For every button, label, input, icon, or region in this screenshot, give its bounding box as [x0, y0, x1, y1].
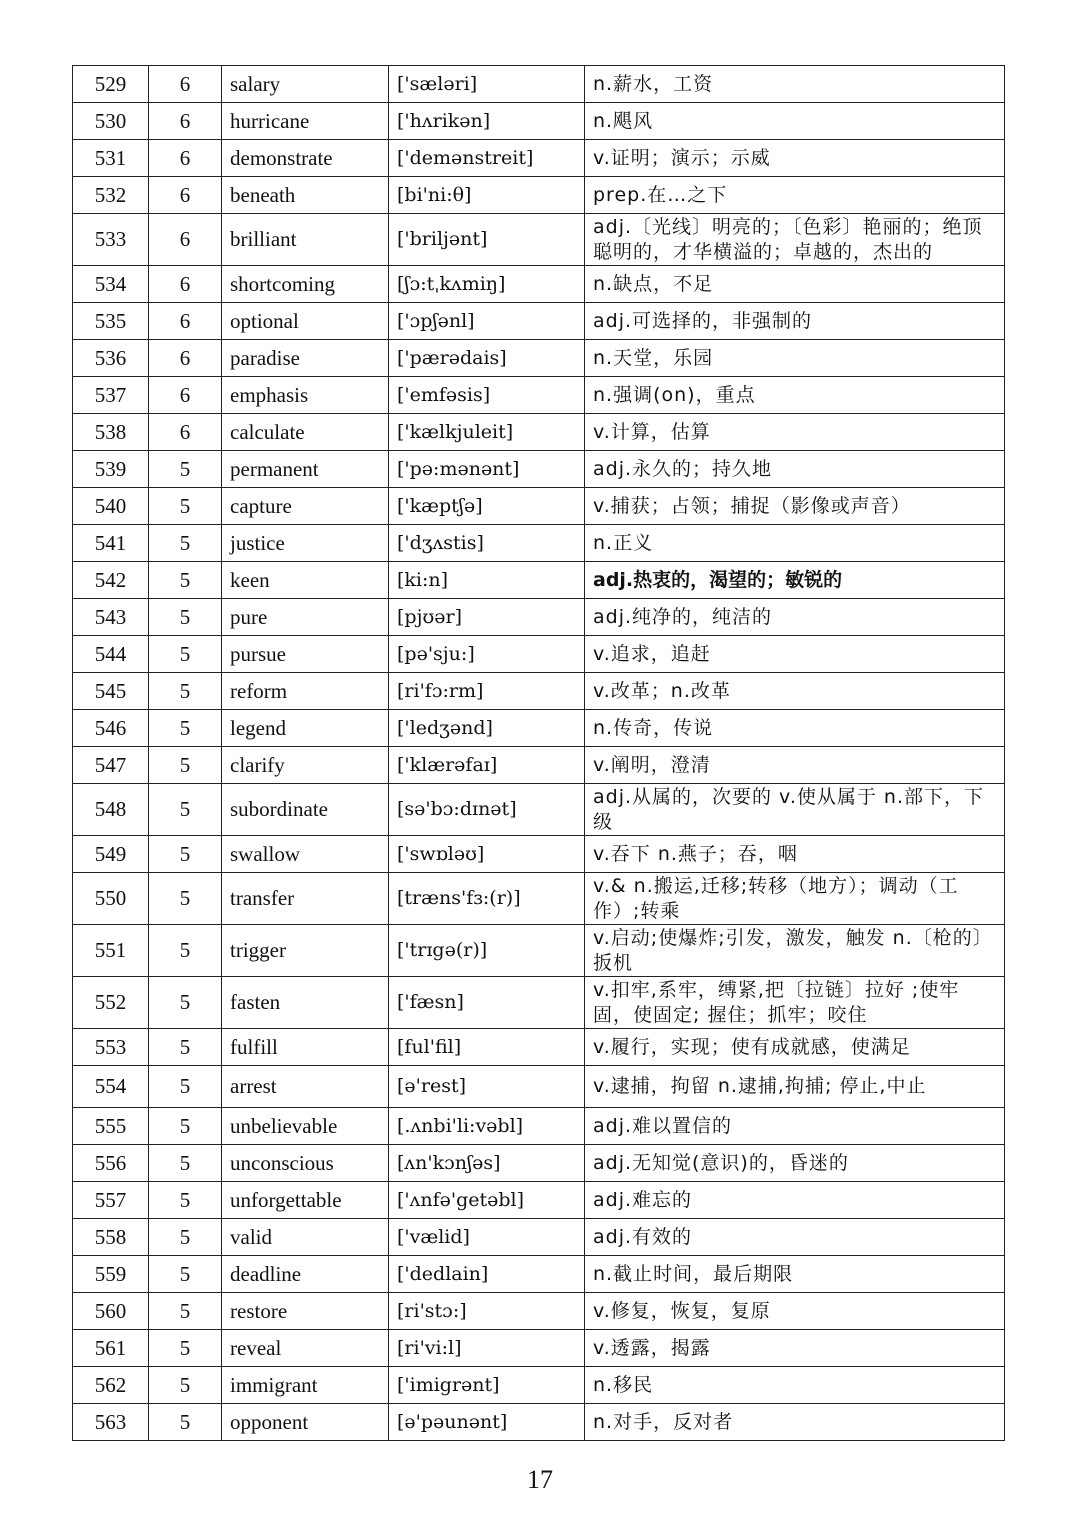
entry-frequency: 6 — [149, 177, 222, 214]
table-row — [73, 784, 1005, 836]
entry-word: unforgettable — [222, 1182, 389, 1219]
entry-meaning: v.捕获；占领；捕捉（影像或声音） — [585, 488, 1005, 525]
table-row — [73, 214, 1005, 266]
entry-meaning: n.强调(on)，重点 — [585, 377, 1005, 414]
vocabulary-table — [72, 65, 1005, 1441]
entry-number: 553 — [73, 1029, 149, 1066]
entry-word: capture — [222, 488, 389, 525]
entry-word: optional — [222, 303, 389, 340]
entry-frequency: 5 — [149, 747, 222, 784]
entry-word: subordinate — [222, 784, 389, 836]
entry-frequency: 6 — [149, 303, 222, 340]
entry-phonetic: ['hʌrikən] — [389, 103, 585, 140]
vocabulary-table-body — [73, 66, 1005, 1441]
entry-meaning: n.薪水，工资 — [585, 66, 1005, 103]
entry-word: unbelievable — [222, 1108, 389, 1145]
entry-word: emphasis — [222, 377, 389, 414]
entry-frequency: 5 — [149, 1029, 222, 1066]
entry-word: shortcoming — [222, 266, 389, 303]
entry-meaning: adj.难以置信的 — [585, 1108, 1005, 1145]
entry-word: keen — [222, 562, 389, 599]
entry-meaning: v.履行，实现；使有成就感，使满足 — [585, 1029, 1005, 1066]
entry-meaning: n.天堂，乐园 — [585, 340, 1005, 377]
entry-word: deadline — [222, 1256, 389, 1293]
entry-frequency: 6 — [149, 266, 222, 303]
table-row — [73, 1404, 1005, 1441]
entry-number: 529 — [73, 66, 149, 103]
table-row — [73, 562, 1005, 599]
entry-phonetic: ['fæsn] — [389, 977, 585, 1029]
entry-phonetic: ['kæptʃə] — [389, 488, 585, 525]
table-row — [73, 266, 1005, 303]
entry-number: 551 — [73, 925, 149, 977]
entry-number: 542 — [73, 562, 149, 599]
entry-frequency: 6 — [149, 103, 222, 140]
entry-frequency: 5 — [149, 1182, 222, 1219]
table-row — [73, 925, 1005, 977]
entry-word: valid — [222, 1219, 389, 1256]
entry-number: 560 — [73, 1293, 149, 1330]
entry-frequency: 5 — [149, 836, 222, 873]
entry-frequency: 5 — [149, 710, 222, 747]
table-row — [73, 103, 1005, 140]
entry-phonetic: ['trɪgə(r)] — [389, 925, 585, 977]
entry-phonetic: ['ʌnfə'getəbl] — [389, 1182, 585, 1219]
table-row — [73, 673, 1005, 710]
entry-phonetic: [ʃɔ:tˌkʌmiŋ] — [389, 266, 585, 303]
entry-frequency: 6 — [149, 340, 222, 377]
entry-phonetic: [ri'fɔ:rm] — [389, 673, 585, 710]
entry-phonetic: ['ɔpʃənl] — [389, 303, 585, 340]
entry-phonetic: [ful'fil] — [389, 1029, 585, 1066]
entry-word: reveal — [222, 1330, 389, 1367]
entry-word: salary — [222, 66, 389, 103]
table-row — [73, 488, 1005, 525]
entry-meaning: prep.在…之下 — [585, 177, 1005, 214]
entry-word: justice — [222, 525, 389, 562]
table-row — [73, 710, 1005, 747]
entry-number: 557 — [73, 1182, 149, 1219]
entry-word: trigger — [222, 925, 389, 977]
entry-word: calculate — [222, 414, 389, 451]
entry-word: swallow — [222, 836, 389, 873]
entry-frequency: 6 — [149, 214, 222, 266]
table-row — [73, 1367, 1005, 1404]
entry-frequency: 5 — [149, 525, 222, 562]
entry-word: legend — [222, 710, 389, 747]
entry-phonetic: ['briljənt] — [389, 214, 585, 266]
entry-word: clarify — [222, 747, 389, 784]
entry-meaning: v.阐明，澄清 — [585, 747, 1005, 784]
entry-number: 534 — [73, 266, 149, 303]
entry-meaning: adj.难忘的 — [585, 1182, 1005, 1219]
entry-phonetic: ['ledʒənd] — [389, 710, 585, 747]
table-row — [73, 1145, 1005, 1182]
entry-meaning: adj.纯净的，纯洁的 — [585, 599, 1005, 636]
entry-phonetic: ['pə:mənənt] — [389, 451, 585, 488]
entry-frequency: 6 — [149, 66, 222, 103]
entry-frequency: 5 — [149, 873, 222, 925]
entry-frequency: 5 — [149, 636, 222, 673]
entry-word: immigrant — [222, 1367, 389, 1404]
entry-phonetic: ['kælkjuleit] — [389, 414, 585, 451]
entry-number: 554 — [73, 1066, 149, 1108]
entry-meaning: v.& n.搬运,迁移;转移（地方）；调动（工作）;转乘 — [585, 873, 1005, 925]
entry-number: 541 — [73, 525, 149, 562]
entry-meaning: v.逮捕，拘留 n.逮捕,拘捕; 停止,中止 — [585, 1066, 1005, 1108]
entry-number: 545 — [73, 673, 149, 710]
entry-meaning: v.改革；n.改革 — [585, 673, 1005, 710]
entry-number: 552 — [73, 977, 149, 1029]
entry-phonetic: ['pærədais] — [389, 340, 585, 377]
entry-word: paradise — [222, 340, 389, 377]
entry-number: 558 — [73, 1219, 149, 1256]
entry-number: 547 — [73, 747, 149, 784]
table-row — [73, 977, 1005, 1029]
table-row — [73, 1219, 1005, 1256]
entry-number: 563 — [73, 1404, 149, 1441]
table-row — [73, 836, 1005, 873]
entry-phonetic: [træns'fɜ:(r)] — [389, 873, 585, 925]
entry-phonetic: ['sæləri] — [389, 66, 585, 103]
entry-number: 535 — [73, 303, 149, 340]
entry-frequency: 5 — [149, 1145, 222, 1182]
entry-meaning: n.对手，反对者 — [585, 1404, 1005, 1441]
entry-meaning: adj.无知觉(意识)的，昏迷的 — [585, 1145, 1005, 1182]
entry-number: 559 — [73, 1256, 149, 1293]
entry-meaning: adj.有效的 — [585, 1219, 1005, 1256]
entry-number: 531 — [73, 140, 149, 177]
table-row — [73, 414, 1005, 451]
table-row — [73, 1066, 1005, 1108]
entry-number: 561 — [73, 1330, 149, 1367]
entry-frequency: 5 — [149, 784, 222, 836]
table-row — [73, 451, 1005, 488]
table-row — [73, 525, 1005, 562]
table-row — [73, 1182, 1005, 1219]
entry-number: 544 — [73, 636, 149, 673]
entry-meaning: n.移民 — [585, 1367, 1005, 1404]
entry-meaning: n.飓风 — [585, 103, 1005, 140]
entry-phonetic: ['emfəsis] — [389, 377, 585, 414]
entry-frequency: 5 — [149, 562, 222, 599]
entry-phonetic: [ki:n] — [389, 562, 585, 599]
entry-phonetic: [pjʊər] — [389, 599, 585, 636]
entry-phonetic: [ri'vi:l] — [389, 1330, 585, 1367]
entry-word: permanent — [222, 451, 389, 488]
table-row — [73, 636, 1005, 673]
entry-frequency: 5 — [149, 1256, 222, 1293]
table-row — [73, 599, 1005, 636]
entry-meaning: v.证明；演示；示威 — [585, 140, 1005, 177]
entry-word: restore — [222, 1293, 389, 1330]
table-row — [73, 303, 1005, 340]
entry-phonetic: [sə'bɔ:dɪnət] — [389, 784, 585, 836]
entry-word: opponent — [222, 1404, 389, 1441]
entry-number: 540 — [73, 488, 149, 525]
entry-meaning: v.计算，估算 — [585, 414, 1005, 451]
entry-meaning: adj.可选择的，非强制的 — [585, 303, 1005, 340]
entry-number: 562 — [73, 1367, 149, 1404]
entry-phonetic: ['klærəfaɪ] — [389, 747, 585, 784]
entry-word: transfer — [222, 873, 389, 925]
entry-number: 549 — [73, 836, 149, 873]
entry-word: reform — [222, 673, 389, 710]
entry-phonetic: [ʌn'kɔnʃəs] — [389, 1145, 585, 1182]
entry-meaning: adj.〔光线〕明亮的；〔色彩〕艳丽的；绝顶聪明的，才华横溢的；卓越的，杰出的 — [585, 214, 1005, 266]
entry-frequency: 6 — [149, 377, 222, 414]
entry-word: unconscious — [222, 1145, 389, 1182]
entry-meaning: v.追求，追赶 — [585, 636, 1005, 673]
table-row — [73, 747, 1005, 784]
entry-frequency: 5 — [149, 451, 222, 488]
entry-frequency: 5 — [149, 977, 222, 1029]
entry-phonetic: ['dʒʌstis] — [389, 525, 585, 562]
entry-frequency: 5 — [149, 1404, 222, 1441]
entry-phonetic: [ri'stɔ:] — [389, 1293, 585, 1330]
entry-phonetic: ['demənstreit] — [389, 140, 585, 177]
entry-meaning: adj.永久的；持久地 — [585, 451, 1005, 488]
table-row — [73, 1108, 1005, 1145]
table-row — [73, 1330, 1005, 1367]
entry-frequency: 5 — [149, 1330, 222, 1367]
entry-frequency: 5 — [149, 925, 222, 977]
entry-phonetic: [ə'pəunənt] — [389, 1404, 585, 1441]
entry-phonetic: ['dedlain] — [389, 1256, 585, 1293]
entry-word: hurricane — [222, 103, 389, 140]
entry-number: 548 — [73, 784, 149, 836]
entry-number: 536 — [73, 340, 149, 377]
entry-number: 539 — [73, 451, 149, 488]
entry-word: fulfill — [222, 1029, 389, 1066]
table-row — [73, 1029, 1005, 1066]
entry-number: 543 — [73, 599, 149, 636]
entry-phonetic: [pə'sju:] — [389, 636, 585, 673]
entry-number: 530 — [73, 103, 149, 140]
entry-meaning: v.透露，揭露 — [585, 1330, 1005, 1367]
entry-meaning: v.启动;使爆炸;引发，激发，触发 n.〔枪的〕扳机 — [585, 925, 1005, 977]
entry-number: 555 — [73, 1108, 149, 1145]
entry-number: 537 — [73, 377, 149, 414]
entry-phonetic: [bi'ni:θ] — [389, 177, 585, 214]
entry-phonetic: ['vælid] — [389, 1219, 585, 1256]
entry-word: demonstrate — [222, 140, 389, 177]
entry-phonetic: ['swɒləʊ] — [389, 836, 585, 873]
entry-meaning: v.吞下 n.燕子；吞，咽 — [585, 836, 1005, 873]
entry-frequency: 5 — [149, 673, 222, 710]
entry-meaning: n.传奇，传说 — [585, 710, 1005, 747]
entry-meaning: n.截止时间，最后期限 — [585, 1256, 1005, 1293]
page-number: 17 — [527, 1465, 553, 1494]
entry-word: pure — [222, 599, 389, 636]
entry-number: 533 — [73, 214, 149, 266]
entry-meaning: adj.从属的，次要的 v.使从属于 n.部下，下级 — [585, 784, 1005, 836]
entry-frequency: 5 — [149, 488, 222, 525]
table-row — [73, 377, 1005, 414]
entry-phonetic: [ə'rest] — [389, 1066, 585, 1108]
table-row — [73, 140, 1005, 177]
entry-word: brilliant — [222, 214, 389, 266]
entry-frequency: 5 — [149, 1219, 222, 1256]
entry-word: pursue — [222, 636, 389, 673]
entry-number: 532 — [73, 177, 149, 214]
entry-number: 550 — [73, 873, 149, 925]
entry-meaning: v.扣牢,系牢，缚紧,把〔拉链〕拉好 ;使牢固，使固定; 握住；抓牢；咬住 — [585, 977, 1005, 1029]
entry-frequency: 6 — [149, 414, 222, 451]
entry-meaning: n.缺点，不足 — [585, 266, 1005, 303]
entry-number: 556 — [73, 1145, 149, 1182]
entry-word: beneath — [222, 177, 389, 214]
table-row — [73, 873, 1005, 925]
table-row — [73, 1256, 1005, 1293]
entry-frequency: 5 — [149, 1066, 222, 1108]
entry-frequency: 5 — [149, 1108, 222, 1145]
entry-number: 538 — [73, 414, 149, 451]
table-row — [73, 340, 1005, 377]
entry-frequency: 6 — [149, 140, 222, 177]
entry-frequency: 5 — [149, 599, 222, 636]
entry-frequency: 5 — [149, 1367, 222, 1404]
entry-phonetic: ['imigrənt] — [389, 1367, 585, 1404]
entry-meaning: n.正义 — [585, 525, 1005, 562]
entry-number: 546 — [73, 710, 149, 747]
entry-meaning: adj.热衷的，渴望的；敏锐的 — [585, 562, 1005, 599]
entry-word: arrest — [222, 1066, 389, 1108]
entry-frequency: 5 — [149, 1293, 222, 1330]
table-row — [73, 1293, 1005, 1330]
entry-phonetic: [.ʌnbi'li:vəbl] — [389, 1108, 585, 1145]
table-row — [73, 177, 1005, 214]
entry-word: fasten — [222, 977, 389, 1029]
table-row — [73, 66, 1005, 103]
entry-meaning: v.修复，恢复，复原 — [585, 1293, 1005, 1330]
